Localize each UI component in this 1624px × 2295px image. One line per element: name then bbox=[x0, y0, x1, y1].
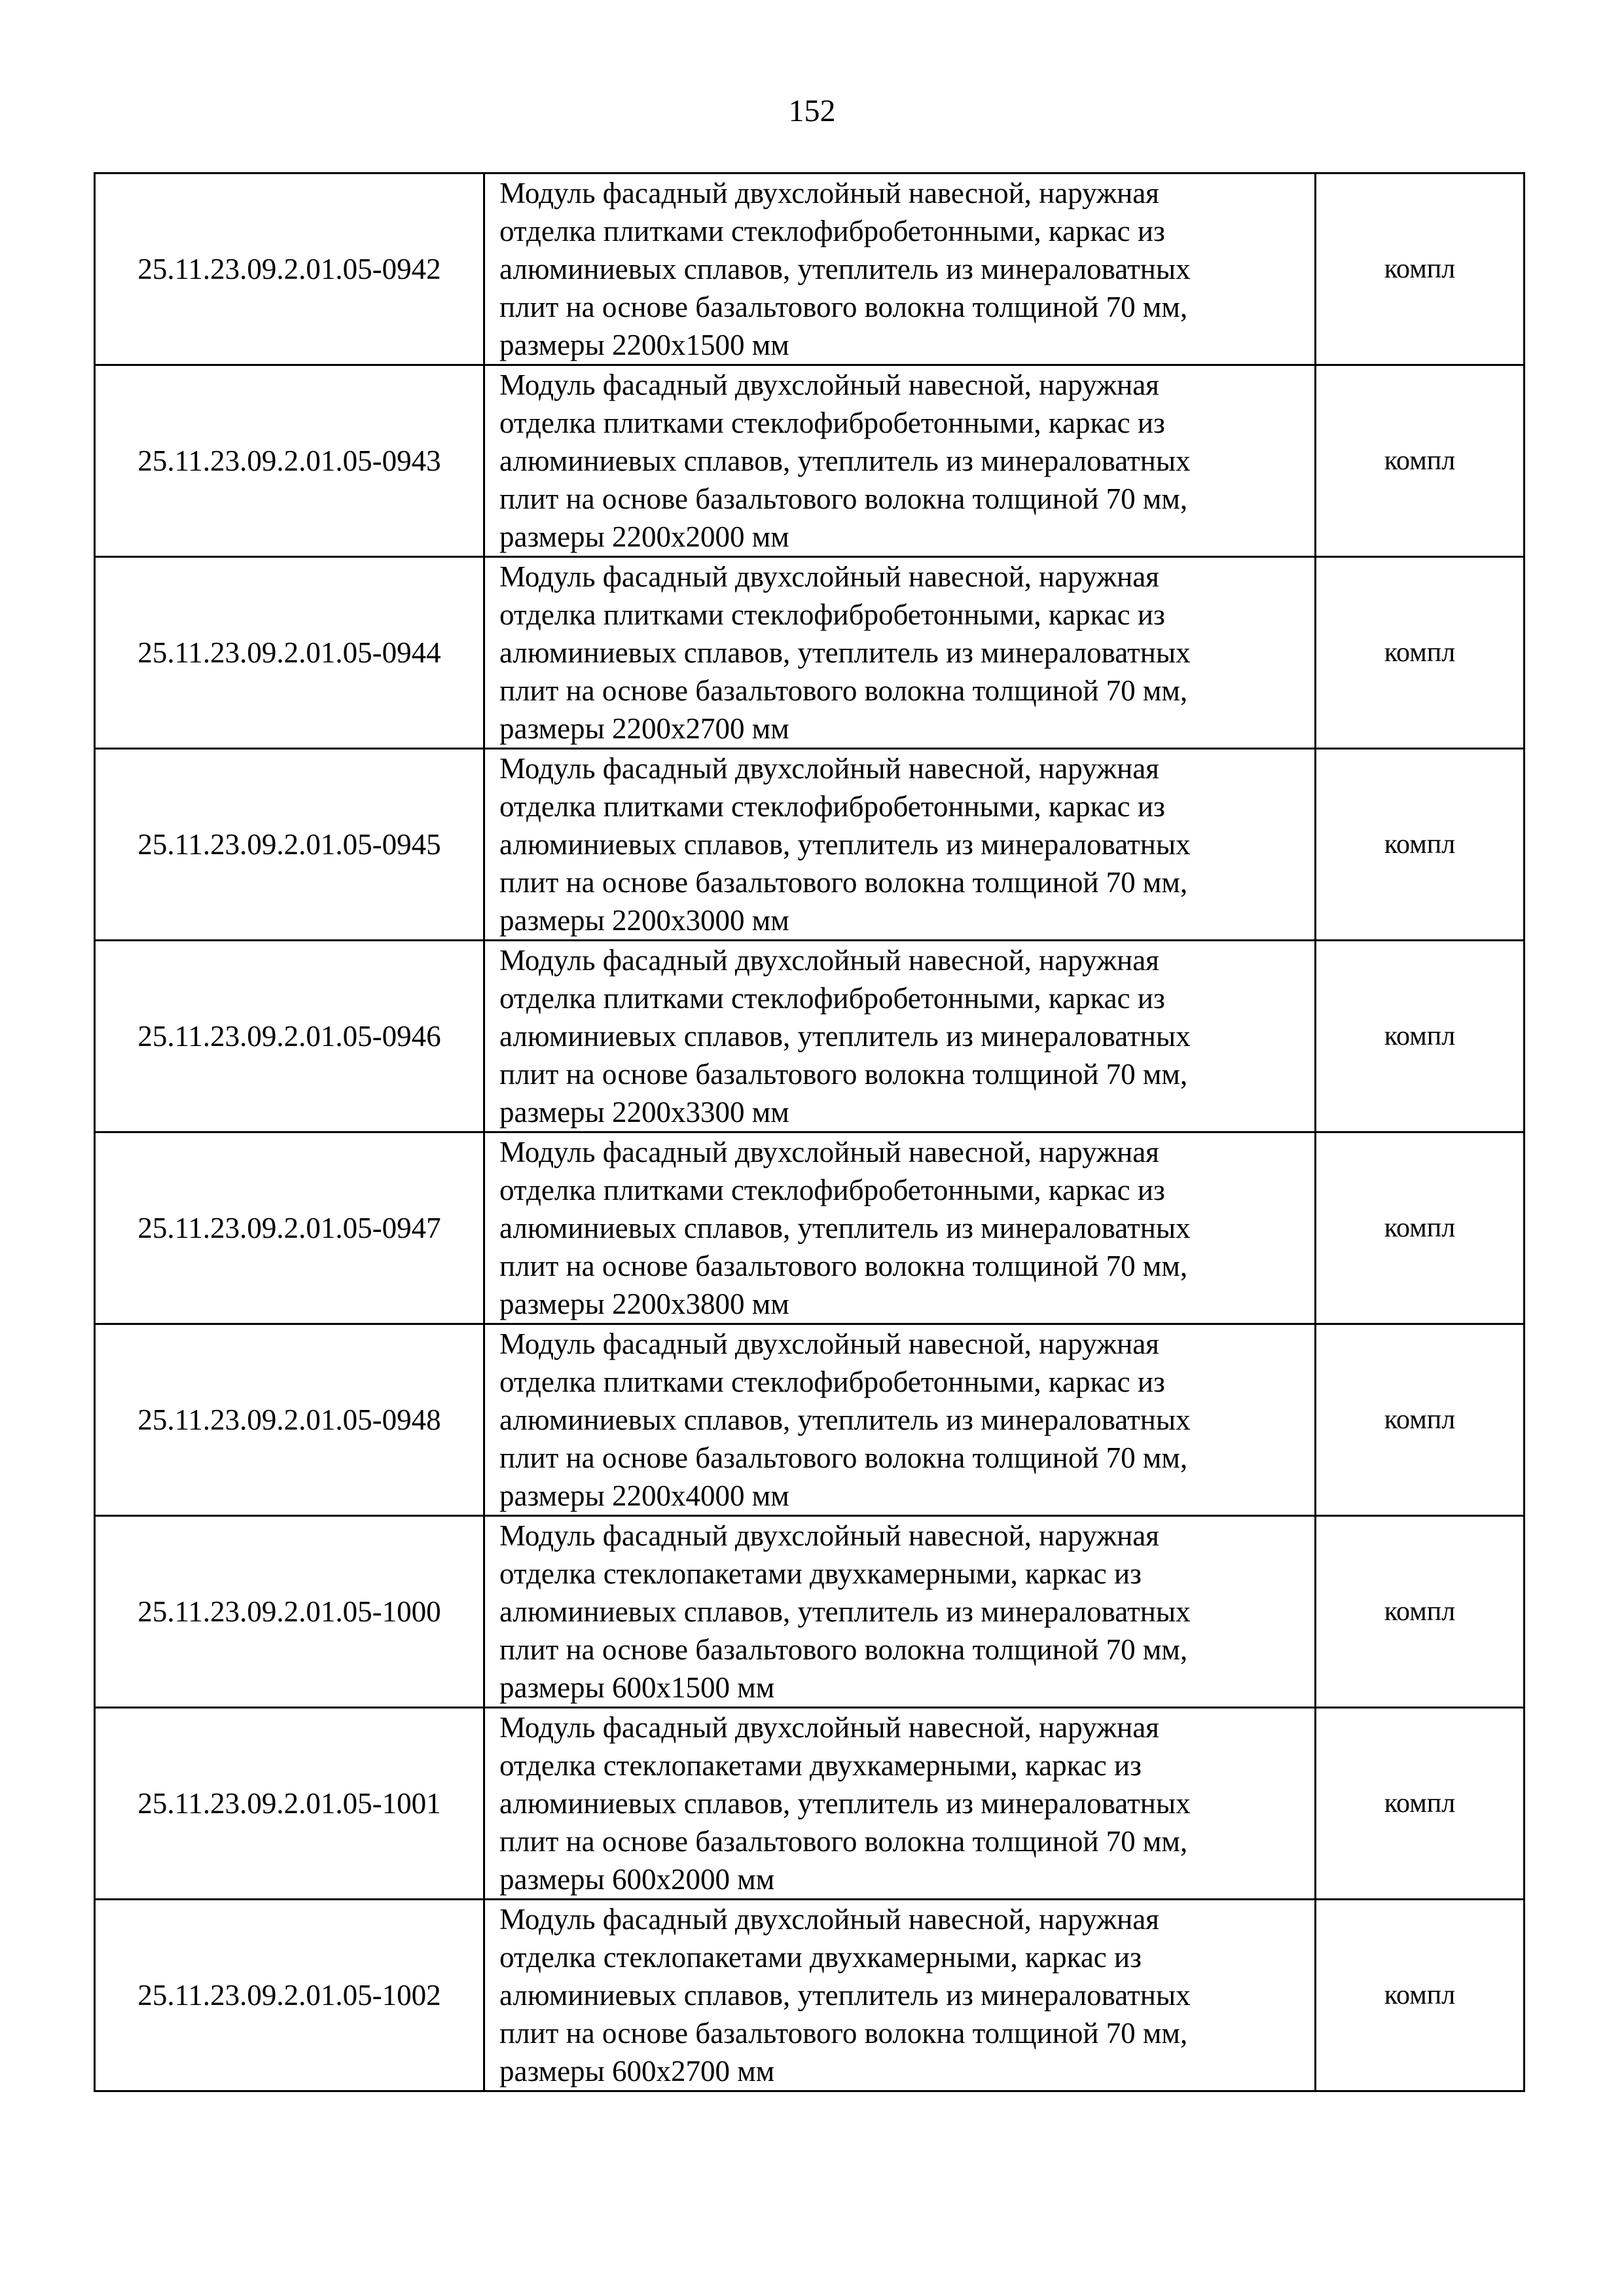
item-description-line: размеры 2200x3000 мм bbox=[499, 904, 789, 937]
item-unit: компл bbox=[1316, 557, 1525, 749]
item-description-line: алюминиевых сплавов, утеплитель из минераловатных bbox=[499, 444, 1191, 477]
item-description-line: отделка плитками стеклофибробетонными, каркас из bbox=[499, 1174, 1165, 1206]
item-description-line: плит на основе базальтового волокна толщиной 70 мм, bbox=[499, 2017, 1188, 2050]
item-unit: компл bbox=[1316, 365, 1525, 557]
item-description-line: алюминиевых сплавов, утеплитель из минераловатных bbox=[499, 1595, 1191, 1628]
item-description-line: плит на основе базальтового волокна толщиной 70 мм, bbox=[499, 1441, 1188, 1474]
table-row bbox=[95, 1132, 1525, 1324]
item-description-line: отделка плитками стеклофибробетонными, каркас из bbox=[499, 982, 1165, 1015]
item-code: 25.11.23.09.2.01.05-0942 bbox=[95, 173, 484, 365]
item-description bbox=[484, 1324, 1316, 1516]
item-description-line: размеры 2200x3300 мм bbox=[499, 1096, 789, 1129]
item-description-line: плит на основе базальтового волокна толщиной 70 мм, bbox=[499, 1058, 1188, 1091]
item-unit: компл bbox=[1316, 1516, 1525, 1708]
item-unit: компл bbox=[1316, 941, 1525, 1132]
table-row bbox=[95, 1708, 1525, 1900]
item-description-line: размеры 2200x2700 мм bbox=[499, 712, 789, 745]
item-description-line: отделка плитками стеклофибробетонными, каркас из bbox=[499, 215, 1165, 247]
item-description-line: отделка стеклопакетами двухкамерными, каркас из bbox=[499, 1941, 1142, 1974]
item-description-line: плит на основе базальтового волокна толщиной 70 мм, bbox=[499, 482, 1188, 515]
materials-table-body bbox=[95, 173, 1525, 2091]
item-description-line: алюминиевых сплавов, утеплитель из минераловатных bbox=[499, 1979, 1191, 2012]
item-description-line: алюминиевых сплавов, утеплитель из минераловатных bbox=[499, 828, 1191, 861]
item-description-line: размеры 600x2000 мм bbox=[499, 1863, 775, 1896]
item-description-line: отделка плитками стеклофибробетонными, каркас из bbox=[499, 1365, 1165, 1398]
item-description-line: размеры 2200x3800 мм bbox=[499, 1288, 789, 1320]
item-code: 25.11.23.09.2.01.05-0948 bbox=[95, 1324, 484, 1516]
item-description-line: алюминиевых сплавов, утеплитель из минераловатных bbox=[499, 253, 1191, 285]
item-description-line: Модуль фасадный двухслойный навесной, наружная bbox=[499, 1711, 1159, 1744]
item-description-line: Модуль фасадный двухслойный навесной, наружная bbox=[499, 752, 1159, 785]
item-description-line: плит на основе базальтового волокна толщиной 70 мм, bbox=[499, 291, 1188, 323]
item-description-line: алюминиевых сплавов, утеплитель из минераловатных bbox=[499, 1787, 1191, 1820]
item-description-line: Модуль фасадный двухслойный навесной, наружная bbox=[499, 944, 1159, 977]
item-description-line: плит на основе базальтового волокна толщиной 70 мм, bbox=[499, 1633, 1188, 1666]
item-description-line: размеры 2200x1500 мм bbox=[499, 329, 789, 361]
item-description-line: алюминиевых сплавов, утеплитель из минераловатных bbox=[499, 636, 1191, 669]
item-description-line: размеры 600x2700 мм bbox=[499, 2055, 775, 2087]
item-description bbox=[484, 1708, 1316, 1900]
item-code: 25.11.23.09.2.01.05-1000 bbox=[95, 1516, 484, 1708]
item-description-line: размеры 600x1500 мм bbox=[499, 1671, 775, 1704]
table-row bbox=[95, 941, 1525, 1132]
item-description-line: Модуль фасадный двухслойный навесной, наружная bbox=[499, 560, 1159, 593]
item-description bbox=[484, 1516, 1316, 1708]
item-description-line: плит на основе базальтового волокна толщиной 70 мм, bbox=[499, 866, 1188, 899]
item-description bbox=[484, 941, 1316, 1132]
table-row bbox=[95, 1324, 1525, 1516]
item-description-line: Модуль фасадный двухслойный навесной, наружная bbox=[499, 1903, 1159, 1936]
item-description-line: плит на основе базальтового волокна толщиной 70 мм, bbox=[499, 1250, 1188, 1282]
item-description-line: Модуль фасадный двухслойный навесной, наружная bbox=[499, 369, 1159, 401]
item-code: 25.11.23.09.2.01.05-0947 bbox=[95, 1132, 484, 1324]
item-description-line: отделка плитками стеклофибробетонными, каркас из bbox=[499, 790, 1165, 823]
table-row bbox=[95, 1516, 1525, 1708]
table-row bbox=[95, 1900, 1525, 2091]
item-description-line: Модуль фасадный двухслойный навесной, наружная bbox=[499, 1328, 1159, 1360]
item-unit: компл bbox=[1316, 1324, 1525, 1516]
item-description-line: размеры 2200x4000 мм bbox=[499, 1479, 789, 1512]
page-number: 152 bbox=[788, 94, 836, 128]
item-description-line: Модуль фасадный двухслойный навесной, наружная bbox=[499, 1519, 1159, 1552]
item-code: 25.11.23.09.2.01.05-0944 bbox=[95, 557, 484, 749]
item-description-line: Модуль фасадный двухслойный навесной, наружная bbox=[499, 177, 1159, 209]
item-description-line: Модуль фасадный двухслойный навесной, наружная bbox=[499, 1136, 1159, 1168]
item-description-line: алюминиевых сплавов, утеплитель из минераловатных bbox=[499, 1403, 1191, 1436]
table-row bbox=[95, 557, 1525, 749]
item-description bbox=[484, 173, 1316, 365]
item-description-line: алюминиевых сплавов, утеплитель из минераловатных bbox=[499, 1020, 1191, 1053]
item-description-line: алюминиевых сплавов, утеплитель из минераловатных bbox=[499, 1212, 1191, 1244]
item-unit: компл bbox=[1316, 1708, 1525, 1900]
item-description bbox=[484, 749, 1316, 941]
item-description bbox=[484, 1900, 1316, 2091]
item-unit: компл bbox=[1316, 749, 1525, 941]
item-description-line: размеры 2200x2000 мм bbox=[499, 520, 789, 553]
table-row bbox=[95, 365, 1525, 557]
item-description-line: плит на основе базальтового волокна толщиной 70 мм, bbox=[499, 674, 1188, 707]
materials-table bbox=[94, 172, 1525, 2092]
item-unit: компл bbox=[1316, 1900, 1525, 2091]
item-unit: компл bbox=[1316, 173, 1525, 365]
item-description bbox=[484, 1132, 1316, 1324]
item-code: 25.11.23.09.2.01.05-0946 bbox=[95, 941, 484, 1132]
item-description-line: отделка плитками стеклофибробетонными, каркас из bbox=[499, 407, 1165, 439]
item-description-line: плит на основе базальтового волокна толщиной 70 мм, bbox=[499, 1825, 1188, 1858]
item-description bbox=[484, 557, 1316, 749]
item-code: 25.11.23.09.2.01.05-1001 bbox=[95, 1708, 484, 1900]
item-description-line: отделка плитками стеклофибробетонными, каркас из bbox=[499, 598, 1165, 631]
item-description-line: отделка стеклопакетами двухкамерными, каркас из bbox=[499, 1749, 1142, 1782]
item-description-line: отделка стеклопакетами двухкамерными, каркас из bbox=[499, 1557, 1142, 1590]
table-row bbox=[95, 749, 1525, 941]
item-code: 25.11.23.09.2.01.05-1002 bbox=[95, 1900, 484, 2091]
item-unit: компл bbox=[1316, 1132, 1525, 1324]
item-description bbox=[484, 365, 1316, 557]
table-row bbox=[95, 173, 1525, 365]
item-code: 25.11.23.09.2.01.05-0945 bbox=[95, 749, 484, 941]
item-code: 25.11.23.09.2.01.05-0943 bbox=[95, 365, 484, 557]
